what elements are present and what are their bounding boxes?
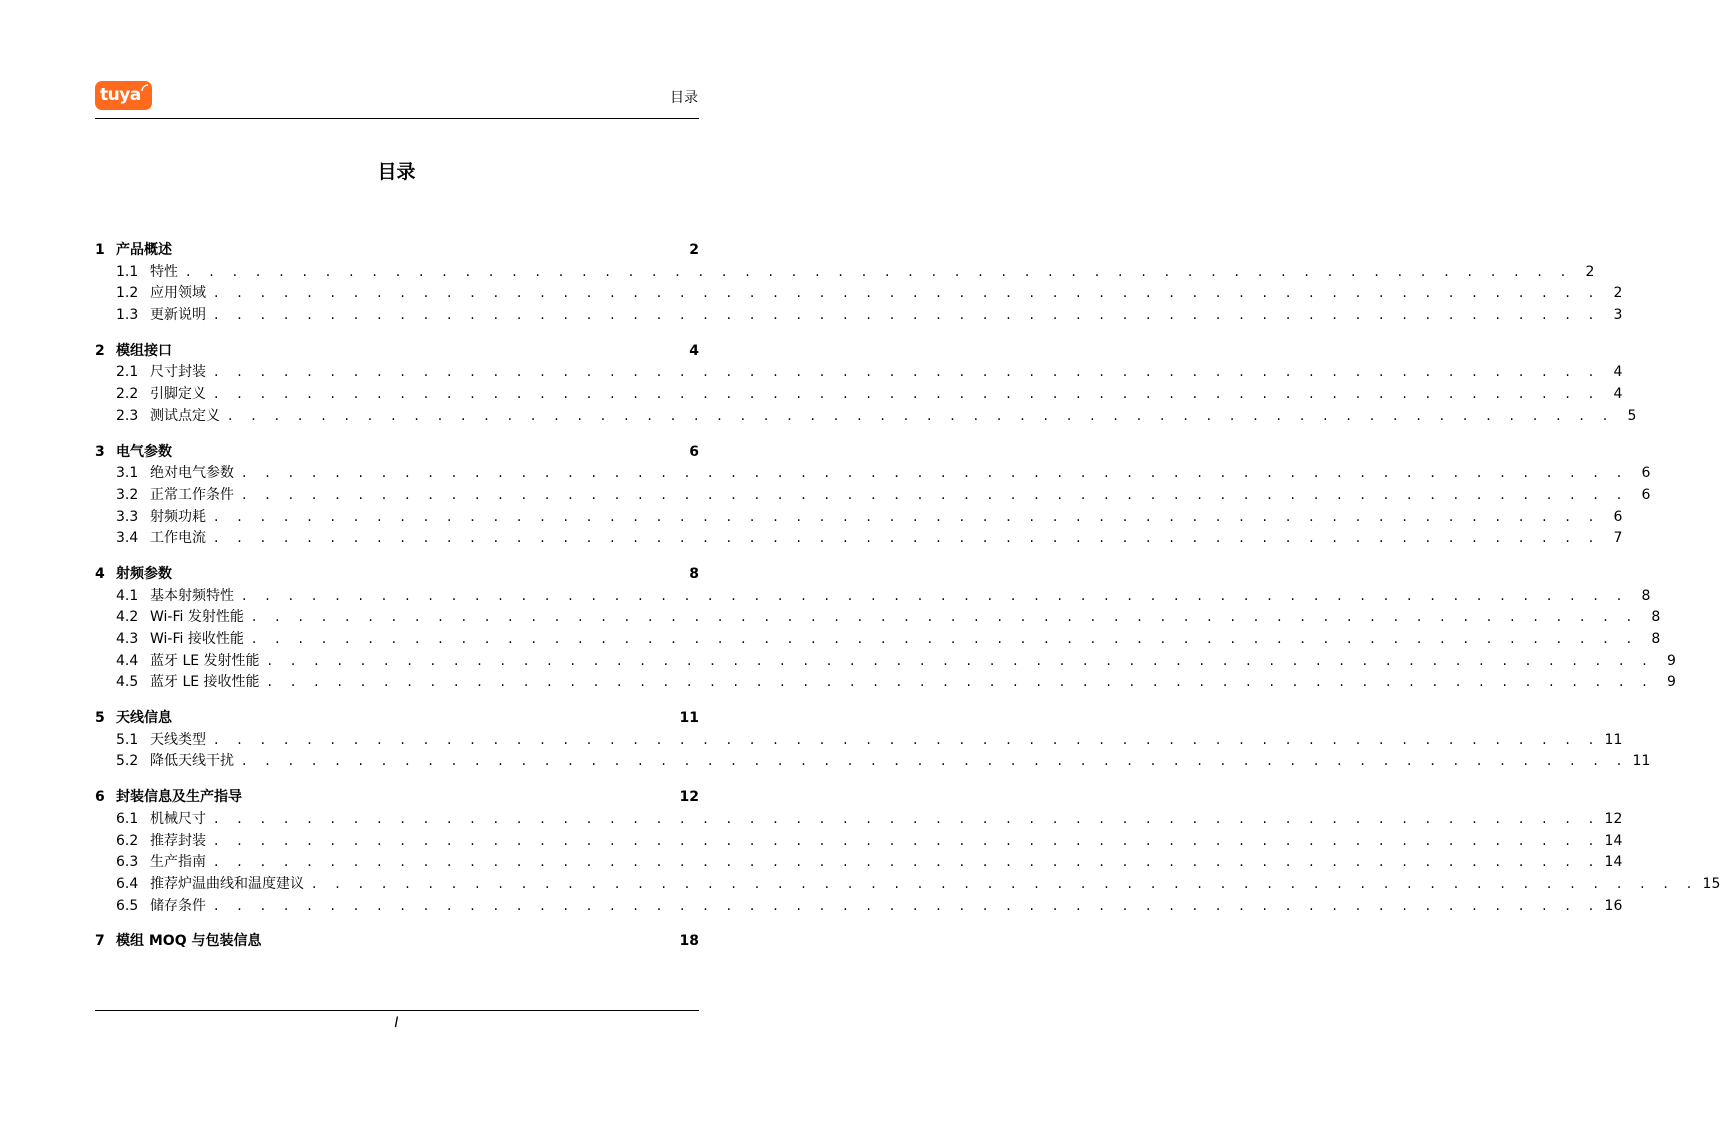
toc-chapter-entry[interactable] <box>95 341 699 363</box>
toc-section-entry[interactable] <box>95 831 1623 853</box>
toc-section-entry[interactable] <box>95 651 1676 673</box>
toc-chapter-entry[interactable] <box>95 442 699 464</box>
header-section-title: 目录 <box>670 90 698 106</box>
toc-chapter <box>95 564 1676 694</box>
toc-chapter-number: 1 <box>95 242 105 258</box>
toc-chapter-title: 模组接口 <box>116 342 172 359</box>
toc-section-title: 引脚定义 <box>150 386 206 403</box>
toc-section-page: 9 <box>1667 652 1676 669</box>
toc-section-page: 8 <box>1641 587 1651 604</box>
toc-dot-leader: . . . . . . . . . . . . . . . . . . . . . . . . . . . . . . . . . . . . . . . . . . . . . . . . . . . . . . . . . . . . <box>186 263 1573 280</box>
toc-dot-leader: . . . . . . . . . . . . . . . . . . . . . . . . . . . . . . . . . . . . . . . . . . . . . . . . . . . . . . . . . . . . <box>242 753 1629 770</box>
toc-section-number: 6.3 <box>116 854 139 871</box>
toc-section-number: 3.3 <box>116 508 139 525</box>
toc-section-number: 4.5 <box>116 674 139 691</box>
toc-dot-leader: . . . . . . . . . . . . . . . . . . . . . . . . . . . . . . . . . . . . . . . . . . . . . . . . . . . . . . . . . . . . <box>214 364 1601 381</box>
toc-section-number: 1.2 <box>116 285 139 302</box>
toc-chapter-page: 12 <box>679 789 699 806</box>
toc-section-page: 11 <box>1632 753 1651 770</box>
toc-chapter-title: 射频参数 <box>116 565 172 582</box>
toc-section-entry[interactable] <box>95 874 1720 896</box>
toc-section-title: 射频功耗 <box>150 508 206 525</box>
toc-section-number: 5.2 <box>116 753 139 770</box>
toc-chapter-page: 8 <box>689 565 699 582</box>
toc-chapter <box>95 341 1637 428</box>
toc-section-title: 机械尺寸 <box>150 810 206 827</box>
toc-section-number: 6.5 <box>116 897 139 914</box>
toc-section-page: 6 <box>1613 508 1623 525</box>
toc-dot-leader: . . . . . . . . . . . . . . . . . . . . . . . . . . . . . . . . . . . . . . . . . . . . . . . . . . . . . . . . . . . . <box>312 875 1699 892</box>
toc-chapter <box>95 240 1623 327</box>
toc-section-title: 正常工作条件 <box>150 486 234 503</box>
toc-section-title: 应用领域 <box>150 285 206 302</box>
toc-chapter <box>95 708 1651 773</box>
toc-section-title: 降低天线干扰 <box>150 753 234 770</box>
toc-section-page: 5 <box>1627 407 1637 424</box>
toc-section-title: 尺寸封装 <box>150 364 206 381</box>
toc-chapter-title: 模组 MOQ 与包装信息 <box>116 933 262 950</box>
toc-section-entry[interactable] <box>95 362 1623 384</box>
toc-chapter-entry[interactable] <box>95 564 699 586</box>
toc-section-number: 1.3 <box>116 307 139 324</box>
toc-section-title: 蓝牙 LE 接收性能 <box>150 674 260 691</box>
toc-section-entry[interactable] <box>95 672 1676 694</box>
toc-section-entry[interactable] <box>95 751 1651 773</box>
toc-dot-leader: . . . . . . . . . . . . . . . . . . . . . . . . . . . . . . . . . . . . . . . . . . . . . . . . . . . . . . . . . . . . <box>214 731 1601 748</box>
toc-section-title: 蓝牙 LE 发射性能 <box>150 652 260 669</box>
toc-chapter-page: 11 <box>679 710 699 727</box>
toc-section-number: 2.1 <box>116 364 139 381</box>
wifi-wave-icon <box>141 84 149 92</box>
toc-section-page: 15 <box>1702 875 1720 892</box>
toc-section-page: 14 <box>1604 832 1623 849</box>
toc-section-entry[interactable] <box>95 730 1623 752</box>
toc-dot-leader: . . . . . . . . . . . . . . . . . . . . . . . . . . . . . . . . . . . . . . . . . . . . . . . . . . . . . . . . . . . . <box>214 508 1601 525</box>
toc-section-title: 工作电流 <box>150 530 206 547</box>
toc-dot-leader: . . . . . . . . . . . . . . . . . . . . . . . . . . . . . . . . . . . . . . . . . . . . . . . . . . . . . . . . . . . . <box>214 285 1601 302</box>
toc-section-number: 6.1 <box>116 810 139 827</box>
tuya-logo <box>95 81 152 110</box>
toc-section-number: 3.2 <box>116 486 139 503</box>
toc-section-number: 2.2 <box>116 386 139 403</box>
toc-section-entry[interactable] <box>95 406 1637 428</box>
toc-section-page: 2 <box>1585 263 1595 280</box>
toc-section-title: 推荐炉温曲线和温度建议 <box>150 875 304 892</box>
toc-dot-leader: . . . . . . . . . . . . . . . . . . . . . . . . . . . . . . . . . . . . . . . . . . . . . . . . . . . . . . . . . . . . <box>251 609 1639 626</box>
page-title: 目录 <box>377 161 416 183</box>
toc-dot-leader: . . . . . . . . . . . . . . . . . . . . . . . . . . . . . . . . . . . . . . . . . . . . . . . . . . . . . . . . . . . . <box>267 674 1654 691</box>
toc-section-entry[interactable] <box>95 485 1651 507</box>
toc-chapter-page: 4 <box>689 342 699 359</box>
toc-dot-leader: . . . . . . . . . . . . . . . . . . . . . . . . . . . . . . . . . . . . . . . . . . . . . . . . . . . . . . . . . . . . <box>214 307 1601 324</box>
toc-chapter-title: 产品概述 <box>116 242 172 258</box>
toc-chapter-number: 3 <box>95 443 105 460</box>
toc-section-page: 8 <box>1651 631 1661 647</box>
toc-section-title: 推荐封装 <box>150 832 206 849</box>
toc-section-entry[interactable] <box>95 262 1595 284</box>
toc-dot-leader: . . . . . . . . . . . . . . . . . . . . . . . . . . . . . . . . . . . . . . . . . . . . . . . . . . . . . . . . . . . . <box>242 587 1629 604</box>
toc-section-page: 3 <box>1613 307 1623 324</box>
toc-chapter-number: 2 <box>95 342 105 359</box>
toc-section-number: 4.4 <box>116 652 139 669</box>
toc-section-title: Wi-Fi 发射性能 <box>150 609 244 626</box>
toc-dot-leader: . . . . . . . . . . . . . . . . . . . . . . . . . . . . . . . . . . . . . . . . . . . . . . . . . . . . . . . . . . . . <box>242 465 1629 482</box>
toc-dot-leader: . . . . . . . . . . . . . . . . . . . . . . . . . . . . . . . . . . . . . . . . . . . . . . . . . . . . . . . . . . . . <box>214 897 1601 914</box>
toc-section-page: 12 <box>1604 810 1623 827</box>
toc-section-page: 7 <box>1613 530 1623 547</box>
toc-chapter-entry[interactable] <box>95 787 699 809</box>
toc-dot-leader: . . . . . . . . . . . . . . . . . . . . . . . . . . . . . . . . . . . . . . . . . . . . . . . . . . . . . . . . . . . . <box>242 486 1629 503</box>
toc-dot-leader: . . . . . . . . . . . . . . . . . . . . . . . . . . . . . . . . . . . . . . . . . . . . . . . . . . . . . . . . . . . . <box>214 854 1601 871</box>
toc-chapter <box>95 787 1720 917</box>
toc-chapter-page: 18 <box>679 933 699 950</box>
toc-section-entry[interactable] <box>95 528 1623 550</box>
toc-chapter-page: 2 <box>689 242 699 258</box>
toc-section-number: 4.3 <box>116 631 139 647</box>
toc-chapter-number: 7 <box>95 933 105 950</box>
toc-section-entry[interactable] <box>95 463 1651 485</box>
toc-section-entry[interactable] <box>95 896 1623 918</box>
footer-divider <box>95 1010 699 1011</box>
toc-dot-leader: . . . . . . . . . . . . . . . . . . . . . . . . . . . . . . . . . . . . . . . . . . . . . . . . . . . . . . . . . . . . <box>214 832 1601 849</box>
toc-section-title: 更新说明 <box>150 307 206 324</box>
toc-section-title: 生产指南 <box>150 854 206 871</box>
toc-section-title: 天线类型 <box>150 731 206 748</box>
toc-chapter-title: 天线信息 <box>116 710 172 727</box>
toc-section-entry[interactable] <box>95 586 1651 608</box>
toc-section-number: 4.2 <box>116 609 139 626</box>
toc-section-number: 6.4 <box>116 875 139 892</box>
toc-chapter-entry[interactable] <box>95 708 699 730</box>
toc-section-number: 3.1 <box>116 465 139 482</box>
toc-section-title: Wi-Fi 接收性能 <box>150 631 244 647</box>
toc-section-entry[interactable] <box>95 283 1623 305</box>
toc-chapter-title: 封装信息及生产指导 <box>116 789 242 806</box>
footer-page-number: I <box>394 1015 399 1031</box>
toc-dot-leader: . . . . . . . . . . . . . . . . . . . . . . . . . . . . . . . . . . . . . . . . . . . . . . . . . . . . . . . . . . . . <box>214 386 1601 403</box>
toc-chapter-entry[interactable] <box>95 240 699 262</box>
toc-section-entry[interactable] <box>95 629 1661 651</box>
toc-section-entry[interactable] <box>95 852 1623 874</box>
toc-section-entry[interactable] <box>95 305 1623 327</box>
toc-chapter-title: 电气参数 <box>116 443 172 460</box>
header-divider <box>95 118 699 119</box>
toc-section-page: 11 <box>1604 731 1623 748</box>
toc-section-number: 2.3 <box>116 407 139 424</box>
table-of-contents <box>95 240 1720 967</box>
toc-dot-leader: . . . . . . . . . . . . . . . . . . . . . . . . . . . . . . . . . . . . . . . . . . . . . . . . . . . . . . . . . . . . <box>228 407 1615 424</box>
toc-dot-leader: . . . . . . . . . . . . . . . . . . . . . . . . . . . . . . . . . . . . . . . . . . . . . . . . . . . . . . . . . . . . <box>251 631 1639 647</box>
toc-section-page: 14 <box>1604 854 1623 871</box>
toc-section-entry[interactable] <box>95 607 1661 629</box>
toc-section-number: 3.4 <box>116 530 139 547</box>
toc-section-page: 4 <box>1613 364 1623 381</box>
toc-section-page: 6 <box>1641 486 1651 503</box>
toc-section-page: 16 <box>1604 897 1623 914</box>
toc-section-page: 8 <box>1651 609 1661 626</box>
toc-chapter-number: 6 <box>95 789 105 806</box>
toc-chapter <box>95 931 699 953</box>
toc-section-page: 4 <box>1613 386 1623 403</box>
toc-section-title: 特性 <box>150 263 178 280</box>
toc-section-entry[interactable] <box>95 507 1623 529</box>
toc-section-entry[interactable] <box>95 809 1623 831</box>
toc-dot-leader: . . . . . . . . . . . . . . . . . . . . . . . . . . . . . . . . . . . . . . . . . . . . . . . . . . . . . . . . . . . . <box>214 530 1601 547</box>
toc-chapter <box>95 442 1651 550</box>
toc-dot-leader: . . . . . . . . . . . . . . . . . . . . . . . . . . . . . . . . . . . . . . . . . . . . . . . . . . . . . . . . . . . . <box>214 810 1601 827</box>
toc-chapter-number: 4 <box>95 565 105 582</box>
toc-chapter-number: 5 <box>95 710 105 727</box>
toc-section-number: 5.1 <box>116 731 139 748</box>
toc-section-number: 6.2 <box>116 832 139 849</box>
toc-chapter-page: 6 <box>689 443 699 460</box>
toc-section-number: 1.1 <box>116 263 139 280</box>
toc-section-page: 2 <box>1613 285 1623 302</box>
toc-section-page: 9 <box>1667 674 1676 691</box>
logo-text: tuya <box>100 85 141 105</box>
toc-section-page: 6 <box>1641 465 1651 482</box>
toc-dot-leader: . . . . . . . . . . . . . . . . . . . . . . . . . . . . . . . . . . . . . . . . . . . . . . . . . . . . . . . . . . . . <box>267 652 1654 669</box>
toc-section-number: 4.1 <box>116 587 139 604</box>
toc-section-title: 基本射频特性 <box>150 587 234 604</box>
toc-section-title: 储存条件 <box>150 897 206 914</box>
toc-section-entry[interactable] <box>95 384 1623 406</box>
toc-chapter-entry[interactable] <box>95 931 699 953</box>
toc-section-title: 测试点定义 <box>150 407 220 424</box>
toc-section-title: 绝对电气参数 <box>150 465 234 482</box>
